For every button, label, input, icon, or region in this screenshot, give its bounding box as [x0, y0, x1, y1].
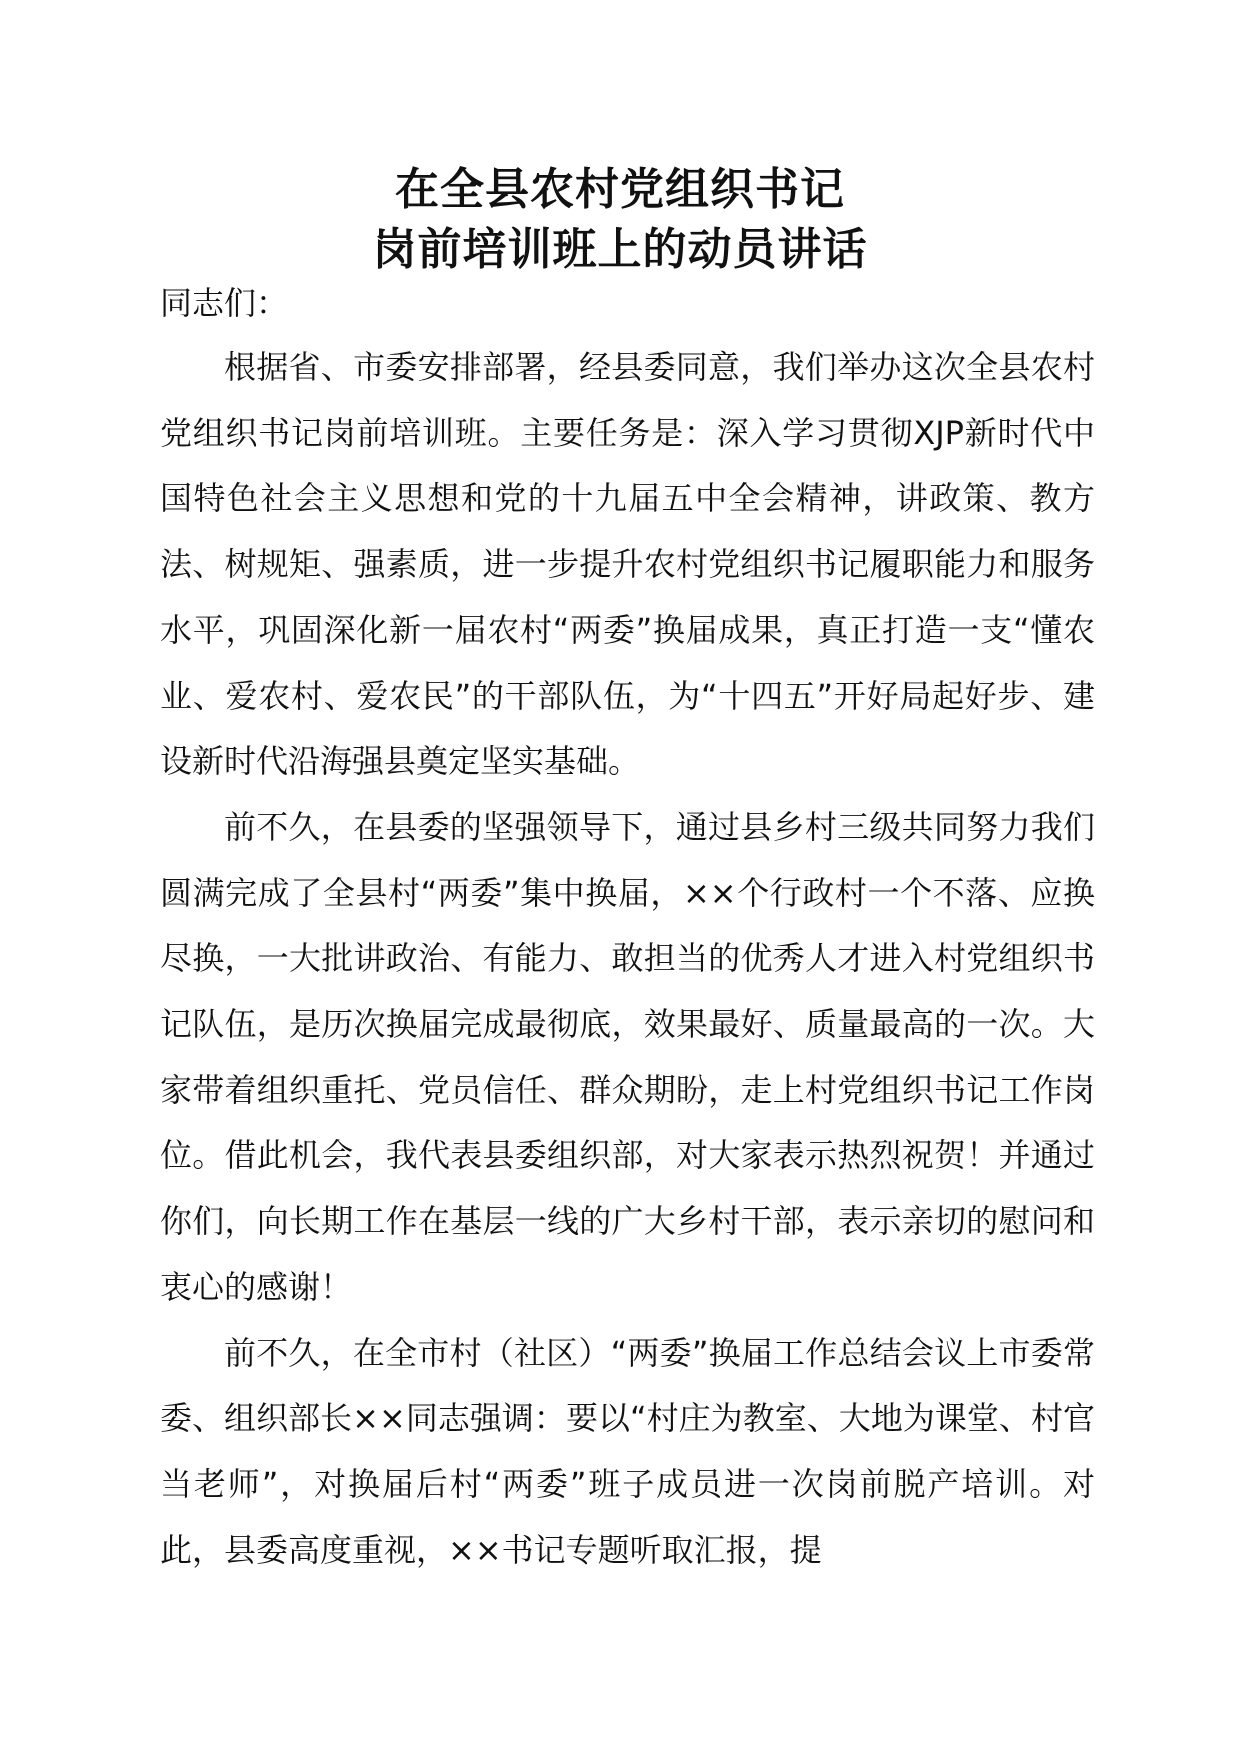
document-body [160, 271, 1095, 1583]
title-line-1: 在全县农村党组织书记 [395, 164, 845, 215]
paragraph-2: 前不久，在县委的坚强领导下，通过县乡村三级共同努力我们圆满完成了全县村“两委”集中换届，××个行政村一个不落、应换尽换，一大批讲政治、有能力、敢担当的优秀人才进入村党组织书记队伍，是历次换届完成最彻底，效果最好、质量最高的一次。大家带着组织重托、党员信任、群众期盼，走上村党组织书记工作岗位。借此机会，我代表县委组织部，对大家表示热烈祝贺！并通过你们，向长期工作在基层一线的广大乡村干部，表示亲切的慰问和衷心的感谢！ [160, 807, 1095, 1306]
title-line-2: 岗前培训班上的动员讲话 [372, 224, 868, 275]
document-title [0, 160, 1240, 280]
paragraph-3: 前不久，在全市村（社区）“两委”换届工作总结会议上市委常委、组织部长××同志强调：要以“村庄为教室、大地为课堂、村官当老师”，对换届后村“两委”班子成员进一次岗前脱产培训。对此，县委高度重视，××书记专题听取汇报，提 [160, 1333, 1095, 1569]
paragraph-1: 根据省、市委安排部署，经县委同意，我们举办这次全县农村党组织书记岗前培训班。主要任务是：深入学习贯彻XJP新时代中国特色社会主义思想和党的十九届五中全会精神，讲政策、教方法、树规矩、强素质，进一步提升农村党组织书记履职能力和服务水平，巩固深化新一届农村“两委”换届成果，真正打造一支“懂农业、爱农村、爱农民”的干部队伍，为“十四五”开好局起好步、建设新时代沿海强县奠定坚实基础。 [160, 348, 1095, 781]
salutation: 同志们： [160, 284, 289, 322]
